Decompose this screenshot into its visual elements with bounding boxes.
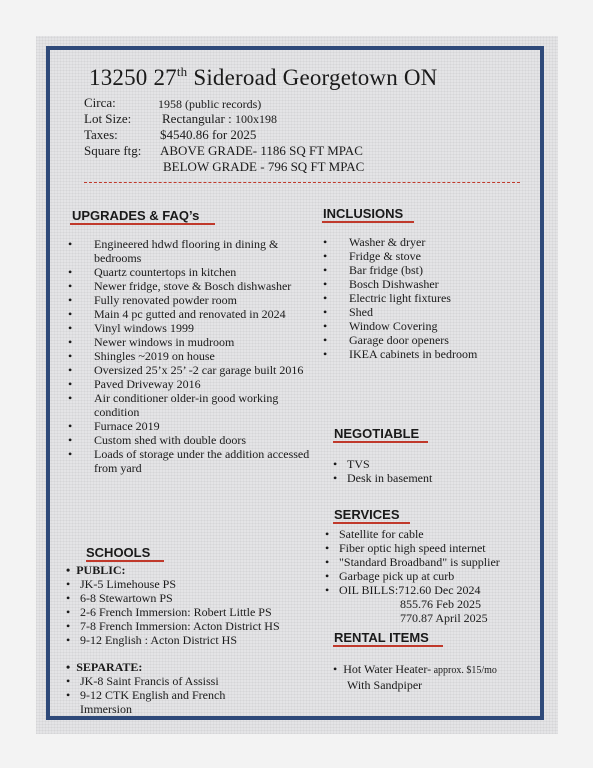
bullet: •: [323, 291, 328, 305]
list-item-text: Newer windows in mudroom: [94, 335, 235, 349]
list-item: [323, 319, 533, 333]
list-item-text: Paved Driveway 2016: [94, 377, 201, 391]
list-item-text: Shingles ~2019 on house: [94, 349, 215, 363]
list-item: [68, 237, 316, 265]
list-item-text: Engineered hdwd flooring in dining & bedrooms: [94, 237, 279, 265]
negotiable-heading: NEGOTIABLE: [334, 426, 420, 441]
negotiable-underline: [333, 441, 428, 443]
upgrades-list: [68, 237, 316, 475]
rental-item-line2: With Sandpiper: [347, 678, 423, 692]
list-item-text: Fridge & stove: [349, 249, 421, 263]
list-item-text: Quartz countertops in kitchen: [94, 265, 237, 279]
list-item-text: 9-12 English : Acton District HS: [80, 633, 237, 647]
lot-value: Rectangular : 100x198: [162, 111, 277, 126]
list-item: [68, 391, 316, 419]
list-item: [68, 377, 316, 391]
negotiable-list: [333, 457, 533, 485]
sqft-above: ABOVE GRADE- 1186 SQ FT MPAC: [160, 143, 363, 158]
list-item: [323, 291, 533, 305]
services-list: [325, 527, 545, 597]
list-item-text: Fully renovated powder room: [94, 293, 237, 307]
bullet: •: [333, 471, 338, 485]
list-item-text: Oversized 25’x 25’ -2 car garage built 2016: [94, 363, 304, 377]
bullet: •: [333, 457, 338, 471]
list-item-text: 2-6 French Immersion: Robert Little PS: [80, 605, 272, 619]
list-item: [323, 263, 533, 277]
list-item: [68, 335, 316, 349]
bullet: •: [68, 391, 73, 405]
bullet: •: [323, 263, 328, 277]
bullet: •: [66, 633, 71, 647]
list-item-text: Newer fridge, stove & Bosch dishwasher: [94, 279, 292, 293]
list-item: [66, 688, 276, 716]
sqft-label: Square ftg:: [84, 143, 142, 158]
list-item-text: Satellite for cable: [339, 527, 424, 541]
bullet: •: [323, 277, 328, 291]
bullet: •: [68, 265, 73, 279]
bullet: •: [323, 235, 328, 249]
taxes-label: Taxes:: [84, 127, 118, 142]
taxes-value: $4540.86 for 2025: [160, 127, 257, 142]
bullet: •: [323, 305, 328, 319]
bullet: •: [68, 307, 73, 321]
oil-bill-feb: 855.76 Feb 2025: [400, 597, 481, 611]
bullet: •: [325, 541, 330, 555]
list-item-text: OIL BILLS:712.60 Dec 2024: [339, 583, 481, 597]
list-item-text: Main 4 pc gutted and renovated in 2024: [94, 307, 286, 321]
list-item: [323, 347, 533, 361]
bullet: •: [325, 569, 330, 583]
list-item-text: Garage door openers: [349, 333, 449, 347]
page-title: 13250 27th Sideroad Georgetown ON: [89, 64, 438, 90]
divider: [84, 182, 520, 183]
list-item: [68, 279, 316, 293]
list-item-text: Window Covering: [349, 319, 438, 333]
list-item-text: "Standard Broadband" is supplier: [339, 555, 500, 569]
list-item: [66, 605, 316, 619]
bullet: •: [323, 347, 328, 361]
list-item: [68, 363, 316, 377]
list-item: [325, 527, 545, 541]
list-item-text: Desk in basement: [347, 471, 433, 485]
list-item: [325, 583, 545, 597]
list-item-text: Washer & dryer: [349, 235, 426, 249]
list-item: [323, 235, 533, 249]
bullet: •: [66, 660, 77, 674]
bullet: •: [68, 419, 73, 433]
list-item-text: Garbage pick up at curb: [339, 569, 455, 583]
list-item-text: JK-8 Saint Francis of Assissi: [80, 674, 219, 688]
list-item: [333, 471, 533, 485]
list-item-text: Bar fridge (bst): [349, 263, 423, 277]
inclusions-list: [323, 235, 533, 361]
sqft-below: BELOW GRADE - 796 SQ FT MPAC: [163, 159, 365, 174]
bullet: •: [325, 583, 330, 597]
bullet: •: [68, 349, 73, 363]
list-item-text: Shed: [349, 305, 373, 319]
list-item: [68, 321, 316, 335]
list-item-text: Air conditioner older-in good working condition: [94, 391, 279, 419]
list-item: [68, 419, 316, 433]
upgrades-heading: UPGRADES & FAQ’s: [72, 208, 200, 223]
upgrades-underline: [70, 223, 215, 225]
list-item: [323, 249, 533, 263]
list-item: [68, 447, 316, 475]
bullet: •: [68, 335, 73, 349]
bullet: •: [68, 363, 73, 377]
rental-item: • Hot Water Heater- approx. $15/mo: [333, 662, 497, 676]
bullet: •: [66, 619, 71, 633]
bullet: •: [68, 279, 73, 293]
list-item: [323, 277, 533, 291]
list-item: [68, 433, 316, 447]
list-item: [325, 541, 545, 555]
separate-schools-list: [66, 674, 276, 716]
list-item-text: 7-8 French Immersion: Acton District HS: [80, 619, 280, 633]
separate-label: • SEPARATE:: [66, 660, 143, 674]
list-item: [66, 633, 316, 647]
services-heading: SERVICES: [334, 507, 400, 522]
list-item-text: IKEA cabinets in bedroom: [349, 347, 478, 361]
list-item: [325, 555, 545, 569]
bullet: •: [66, 674, 71, 688]
bullet: •: [66, 563, 77, 577]
list-item-text: Electric light fixtures: [349, 291, 451, 305]
bullet: •: [323, 319, 328, 333]
services-underline: [333, 522, 410, 524]
list-item: [66, 591, 316, 605]
list-item-text: Vinyl windows 1999: [94, 321, 194, 335]
bullet: •: [66, 577, 71, 591]
list-item: [68, 349, 316, 363]
rental-underline: [333, 645, 443, 647]
bullet: •: [66, 605, 71, 619]
bullet: •: [68, 293, 73, 307]
list-item-text: Custom shed with double doors: [94, 433, 246, 447]
list-item-text: JK-5 Limehouse PS: [80, 577, 176, 591]
bullet: •: [68, 237, 73, 251]
list-item-text: TVS: [347, 457, 370, 471]
public-schools-list: [66, 577, 316, 647]
bullet: •: [66, 688, 71, 702]
list-item: [68, 265, 316, 279]
bullet: •: [333, 662, 344, 676]
bullet: •: [68, 447, 73, 461]
list-item-text: Furnace 2019: [94, 419, 160, 433]
bullet: •: [68, 321, 73, 335]
list-item: [325, 569, 545, 583]
inclusions-underline: [322, 221, 414, 223]
list-item-text: 6-8 Stewartown PS: [80, 591, 173, 605]
list-item: [323, 333, 533, 347]
lot-label: Lot Size:: [84, 111, 132, 126]
list-item: [66, 674, 276, 688]
bullet: •: [68, 433, 73, 447]
inclusions-heading: INCLUSIONS: [323, 206, 404, 221]
bullet: •: [325, 555, 330, 569]
list-item-text: 9-12 CTK English and French Immersion: [80, 688, 226, 716]
public-label: • PUBLIC:: [66, 563, 126, 577]
list-item: [68, 293, 316, 307]
schools-underline: [86, 560, 164, 562]
bullet: •: [323, 249, 328, 263]
bullet: •: [325, 527, 330, 541]
bullet: •: [323, 333, 328, 347]
list-item: [68, 307, 316, 321]
bullet: •: [68, 377, 73, 391]
circa-value: 1958 (public records): [158, 97, 262, 111]
list-item: [333, 457, 533, 471]
rental-heading: RENTAL ITEMS: [334, 630, 429, 645]
bullet: •: [66, 591, 71, 605]
list-item-text: Fiber optic high speed internet: [339, 541, 486, 555]
schools-heading: SCHOOLS: [86, 545, 151, 560]
list-item-text: Bosch Dishwasher: [349, 277, 439, 291]
circa-label: Circa:: [84, 95, 116, 110]
list-item: [66, 577, 316, 591]
list-item: [323, 305, 533, 319]
list-item-text: Loads of storage under the addition accessed from yard: [94, 447, 310, 475]
oil-bill-apr: 770.87 April 2025: [400, 611, 488, 625]
list-item: [66, 619, 316, 633]
